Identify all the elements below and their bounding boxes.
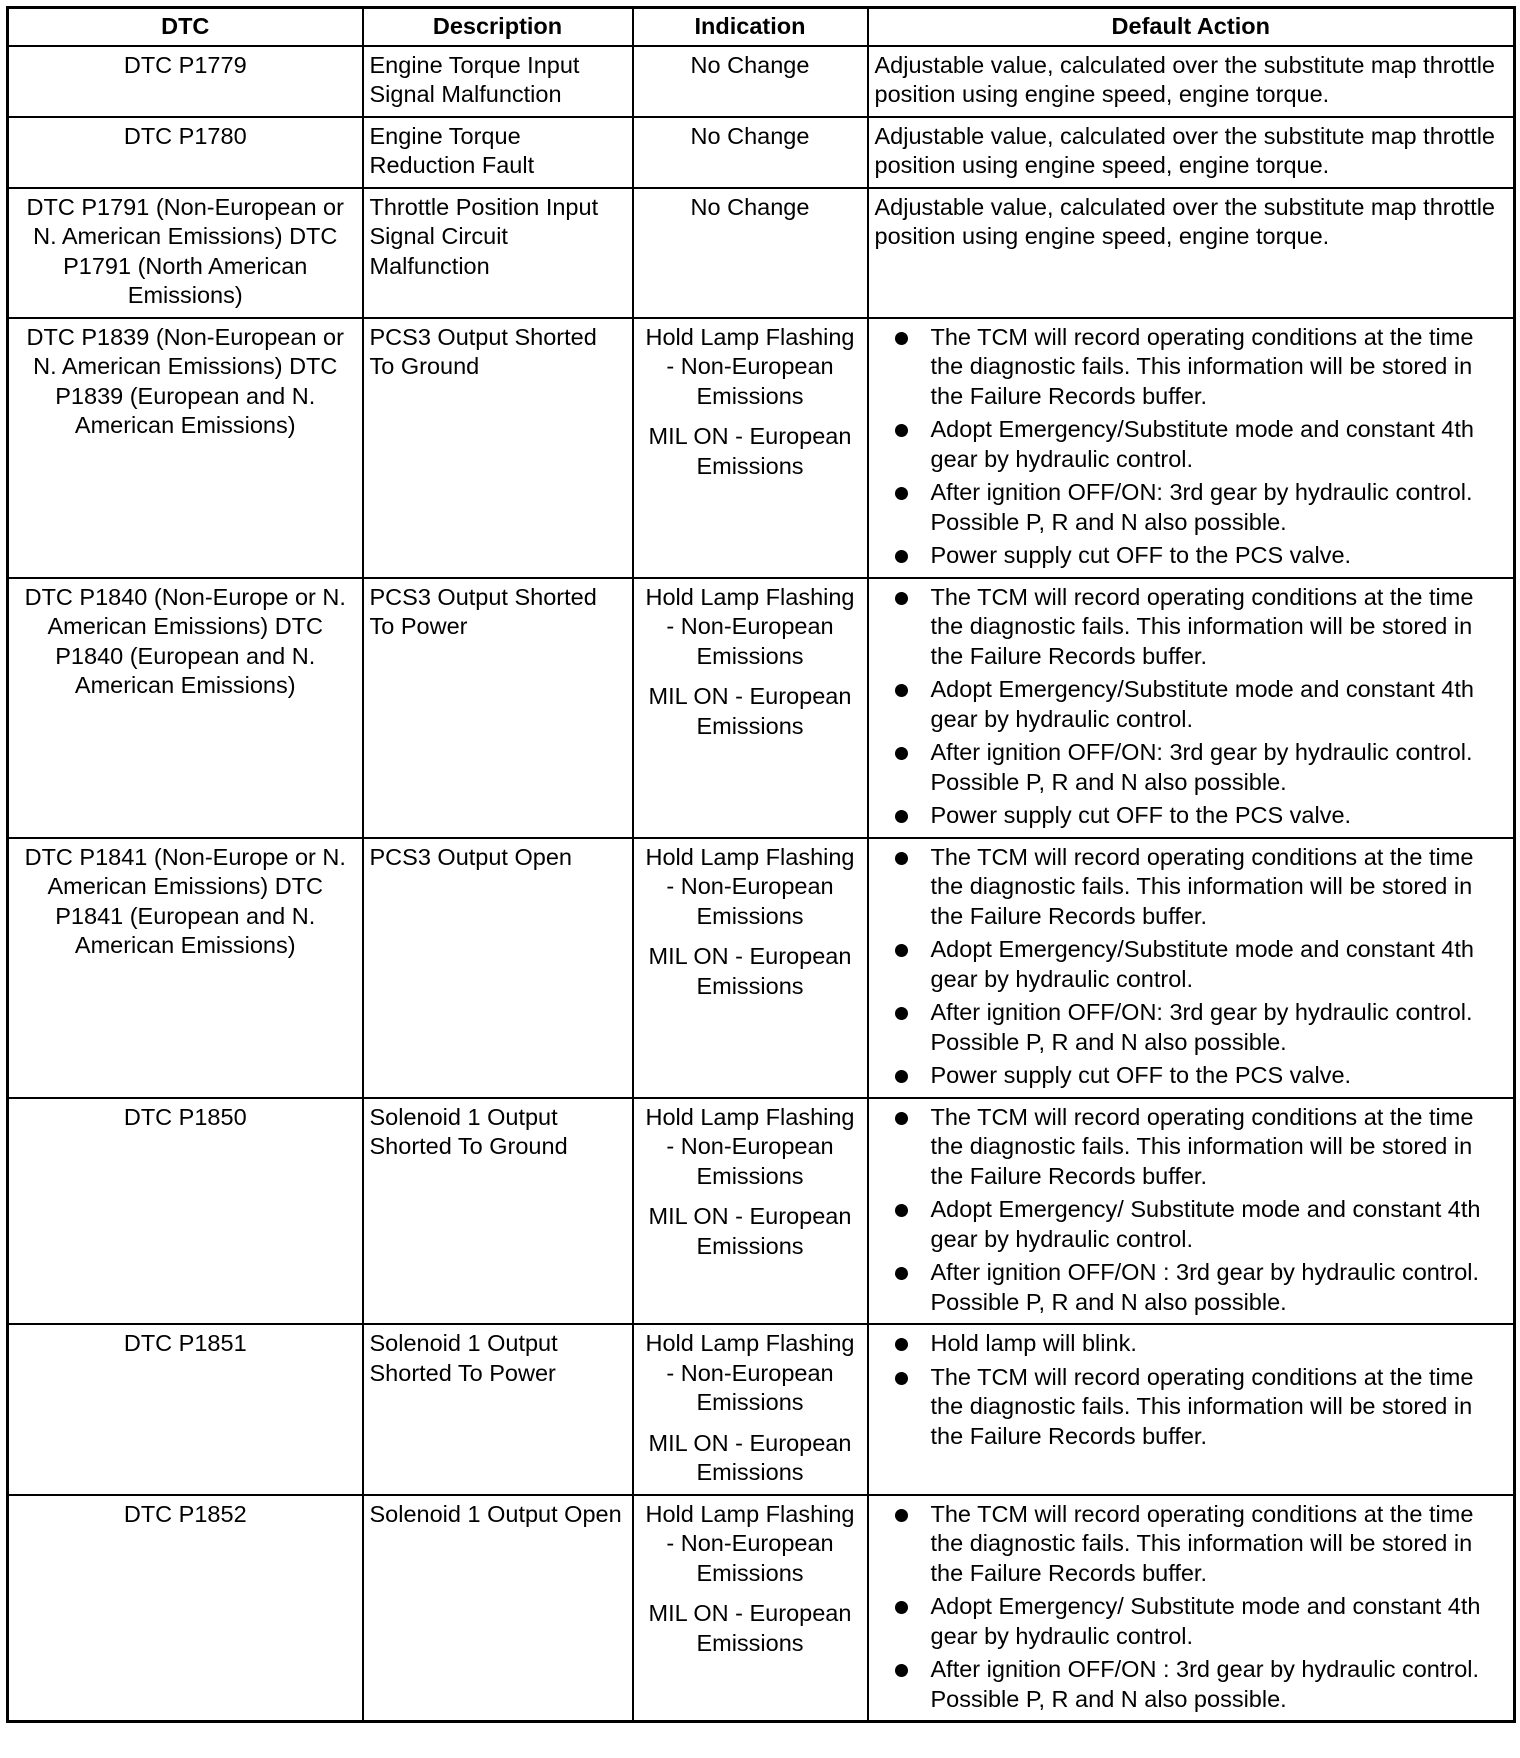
indication-cell bbox=[633, 46, 868, 117]
action-text: The TCM will record operating conditions at the time the diagnostic fails. This information will be stored in the Failure Records buffer. bbox=[930, 323, 1474, 409]
header-dtc: DTC bbox=[8, 8, 363, 46]
bullet-icon bbox=[895, 1112, 908, 1125]
bullet-icon bbox=[895, 1007, 908, 1020]
action-text: After ignition OFF/ON: 3rd gear by hydraulic control. Possible P, R and N also possible. bbox=[930, 999, 1473, 1055]
bullet-icon bbox=[895, 550, 908, 563]
indication-text: MIL ON - European Emissions bbox=[648, 943, 852, 999]
action-text: Power supply cut OFF to the PCS valve. bbox=[930, 1062, 1352, 1088]
bullet-icon bbox=[895, 944, 908, 957]
dtc-code-cell: DTC P1780 bbox=[8, 117, 363, 188]
header-default-action: Default Action bbox=[868, 8, 1515, 46]
description-cell: Throttle Position Input Signal Circuit Malfunction bbox=[363, 188, 633, 318]
description-cell: Engine Torque Reduction Fault bbox=[363, 117, 633, 188]
indication-spacer bbox=[640, 931, 861, 942]
description-cell: PCS3 Output Shorted To Ground bbox=[363, 318, 633, 578]
default-action-cell bbox=[868, 1495, 1515, 1722]
indication-spacer bbox=[640, 671, 861, 682]
action-text: Adjustable value, calculated over the substitute map throttle position using engine speed, engine torque. bbox=[874, 51, 1496, 107]
indication-text: MIL ON - European Emissions bbox=[648, 1429, 852, 1485]
table-row bbox=[8, 117, 1515, 188]
list-item bbox=[875, 1258, 1508, 1317]
list-item bbox=[875, 675, 1508, 734]
table-row bbox=[8, 318, 1515, 578]
indication-text: No Change bbox=[690, 193, 810, 220]
list-item bbox=[875, 583, 1508, 672]
list-item bbox=[875, 801, 1508, 831]
default-action-cell bbox=[868, 188, 1515, 318]
action-text: Power supply cut OFF to the PCS valve. bbox=[930, 542, 1352, 568]
list-item bbox=[875, 1655, 1508, 1714]
description-cell: Solenoid 1 Output Shorted To Power bbox=[363, 1324, 633, 1495]
indication-cell bbox=[633, 1098, 868, 1325]
indication-text: Hold Lamp Flashing - Non-European Emissions bbox=[645, 1103, 855, 1189]
indication-spacer bbox=[640, 1191, 861, 1202]
action-text: Adjustable value, calculated over the substitute map throttle position using engine speed, engine torque. bbox=[874, 122, 1496, 178]
table-row bbox=[8, 1495, 1515, 1722]
bullet-icon bbox=[895, 684, 908, 697]
list-item bbox=[875, 1500, 1508, 1589]
indication-cell bbox=[633, 838, 868, 1098]
action-list bbox=[875, 1500, 1508, 1715]
table-row bbox=[8, 1324, 1515, 1495]
bullet-icon bbox=[895, 1338, 908, 1351]
description-cell: Engine Torque Input Signal Malfunction bbox=[363, 46, 633, 117]
bullet-icon bbox=[895, 487, 908, 500]
indication-cell bbox=[633, 318, 868, 578]
default-action-cell bbox=[868, 318, 1515, 578]
action-text: Adopt Emergency/Substitute mode and constant 4th gear by hydraulic control. bbox=[930, 676, 1474, 732]
list-item bbox=[875, 843, 1508, 932]
action-text: Adopt Emergency/ Substitute mode and constant 4th gear by hydraulic control. bbox=[930, 1593, 1481, 1649]
default-action-cell bbox=[868, 838, 1515, 1098]
action-list bbox=[875, 583, 1508, 831]
default-action-cell bbox=[868, 578, 1515, 838]
description-cell: PCS3 Output Shorted To Power bbox=[363, 578, 633, 838]
indication-cell bbox=[633, 188, 868, 318]
indication-text: Hold Lamp Flashing - Non-European Emissions bbox=[645, 1330, 855, 1415]
bullet-icon bbox=[895, 1372, 908, 1385]
description-cell: Solenoid 1 Output Open bbox=[363, 1495, 633, 1722]
indication-text: Hold Lamp Flashing - Non-European Emissions bbox=[645, 323, 855, 409]
table-row bbox=[8, 46, 1515, 117]
list-item bbox=[875, 1363, 1508, 1452]
bullet-icon bbox=[895, 852, 908, 865]
action-list bbox=[875, 1329, 1508, 1451]
indication-spacer bbox=[640, 411, 861, 422]
indication-text: No Change bbox=[690, 51, 810, 78]
action-text: The TCM will record operating conditions at the time the diagnostic fails. This information will be stored in the Failure Records buffer. bbox=[930, 1363, 1474, 1449]
dtc-code-cell: DTC P1852 bbox=[8, 1495, 363, 1722]
indication-text: Hold Lamp Flashing - Non-European Emissions bbox=[645, 583, 855, 669]
indication-text: MIL ON - European Emissions bbox=[648, 1203, 852, 1259]
bullet-icon bbox=[895, 592, 908, 605]
action-list bbox=[875, 1103, 1508, 1318]
header-description: Description bbox=[363, 8, 633, 46]
table-row bbox=[8, 838, 1515, 1098]
default-action-cell bbox=[868, 117, 1515, 188]
action-text: Adjustable value, calculated over the substitute map throttle position using engine speed, engine torque. bbox=[874, 193, 1496, 249]
action-text: After ignition OFF/ON: 3rd gear by hydraulic control. Possible P, R and N also possible. bbox=[930, 739, 1473, 795]
bullet-icon bbox=[895, 332, 908, 345]
dtc-code-cell: DTC P1850 bbox=[8, 1098, 363, 1325]
action-text: The TCM will record operating conditions at the time the diagnostic fails. This information will be stored in the Failure Records buffer. bbox=[930, 1500, 1474, 1586]
list-item bbox=[875, 1061, 1508, 1091]
list-item bbox=[875, 1103, 1508, 1192]
action-text: The TCM will record operating conditions at the time the diagnostic fails. This information will be stored in the Failure Records buffer. bbox=[930, 843, 1474, 929]
indication-text: No Change bbox=[690, 122, 810, 149]
header-row bbox=[8, 8, 1515, 46]
list-item bbox=[875, 1592, 1508, 1651]
indication-text: MIL ON - European Emissions bbox=[648, 683, 852, 739]
default-action-cell bbox=[868, 1098, 1515, 1325]
indication-cell bbox=[633, 1495, 868, 1722]
list-item bbox=[875, 323, 1508, 412]
bullet-icon bbox=[895, 747, 908, 760]
bullet-icon bbox=[895, 424, 908, 437]
indication-cell bbox=[633, 117, 868, 188]
list-item bbox=[875, 1195, 1508, 1254]
indication-text: MIL ON - European Emissions bbox=[648, 423, 852, 479]
indication-text: Hold Lamp Flashing - Non-European Emissions bbox=[645, 1500, 855, 1586]
list-item bbox=[875, 998, 1508, 1057]
list-item bbox=[875, 1329, 1508, 1359]
table-row bbox=[8, 188, 1515, 318]
description-cell: PCS3 Output Open bbox=[363, 838, 633, 1098]
default-action-cell bbox=[868, 1324, 1515, 1495]
bullet-icon bbox=[895, 1204, 908, 1217]
action-text: After ignition OFF/ON : 3rd gear by hydraulic control. Possible P, R and N also possible. bbox=[930, 1259, 1480, 1315]
indication-spacer bbox=[640, 1418, 861, 1429]
action-text: The TCM will record operating conditions at the time the diagnostic fails. This information will be stored in the Failure Records buffer. bbox=[930, 1103, 1474, 1189]
action-text: After ignition OFF/ON : 3rd gear by hydraulic control. Possible P, R and N also possible. bbox=[930, 1656, 1480, 1712]
bullet-icon bbox=[895, 810, 908, 823]
bullet-icon bbox=[895, 1267, 908, 1280]
list-item bbox=[875, 415, 1508, 474]
dtc-code-cell: DTC P1841 (Non-Europe or N. American Emissions) DTC P1841 (European and N. American Emissions) bbox=[8, 838, 363, 1098]
table-header bbox=[8, 8, 1515, 46]
table-body bbox=[8, 46, 1515, 1722]
indication-spacer bbox=[640, 1588, 861, 1599]
list-item bbox=[875, 541, 1508, 571]
dtc-code-cell: DTC P1840 (Non-Europe or N. American Emissions) DTC P1840 (European and N. American Emissions) bbox=[8, 578, 363, 838]
dtc-code-cell: DTC P1779 bbox=[8, 46, 363, 117]
indication-text: MIL ON - European Emissions bbox=[648, 1600, 852, 1656]
dtc-code-cell: DTC P1851 bbox=[8, 1324, 363, 1495]
indication-cell bbox=[633, 578, 868, 838]
dtc-code-cell: DTC P1839 (Non-European or N. American Emissions) DTC P1839 (European and N. American Emissions) bbox=[8, 318, 363, 578]
action-text: Adopt Emergency/Substitute mode and constant 4th gear by hydraulic control. bbox=[930, 416, 1474, 472]
action-text: Power supply cut OFF to the PCS valve. bbox=[930, 802, 1352, 828]
bullet-icon bbox=[895, 1601, 908, 1614]
list-item bbox=[875, 935, 1508, 994]
bullet-icon bbox=[895, 1664, 908, 1677]
action-text: The TCM will record operating conditions at the time the diagnostic fails. This information will be stored in the Failure Records buffer. bbox=[930, 583, 1474, 669]
action-list bbox=[875, 843, 1508, 1091]
action-text: After ignition OFF/ON: 3rd gear by hydraulic control. Possible P, R and N also possible. bbox=[930, 479, 1473, 535]
table-row bbox=[8, 578, 1515, 838]
indication-text: Hold Lamp Flashing - Non-European Emissions bbox=[645, 843, 855, 929]
dtc-table bbox=[6, 6, 1516, 1723]
list-item bbox=[875, 478, 1508, 537]
action-text: Adopt Emergency/ Substitute mode and constant 4th gear by hydraulic control. bbox=[930, 1196, 1481, 1252]
header-indication: Indication bbox=[633, 8, 868, 46]
description-cell: Solenoid 1 Output Shorted To Ground bbox=[363, 1098, 633, 1325]
default-action-cell bbox=[868, 46, 1515, 117]
action-text: Hold lamp will blink. bbox=[930, 1330, 1137, 1356]
bullet-icon bbox=[895, 1070, 908, 1083]
table-row bbox=[8, 1098, 1515, 1325]
bullet-icon bbox=[895, 1509, 908, 1522]
action-text: Adopt Emergency/Substitute mode and constant 4th gear by hydraulic control. bbox=[930, 936, 1474, 992]
list-item bbox=[875, 738, 1508, 797]
action-list bbox=[875, 323, 1508, 571]
indication-cell bbox=[633, 1324, 868, 1495]
dtc-code-cell: DTC P1791 (Non-European or N. American Emissions) DTC P1791 (North American Emissions) bbox=[8, 188, 363, 318]
